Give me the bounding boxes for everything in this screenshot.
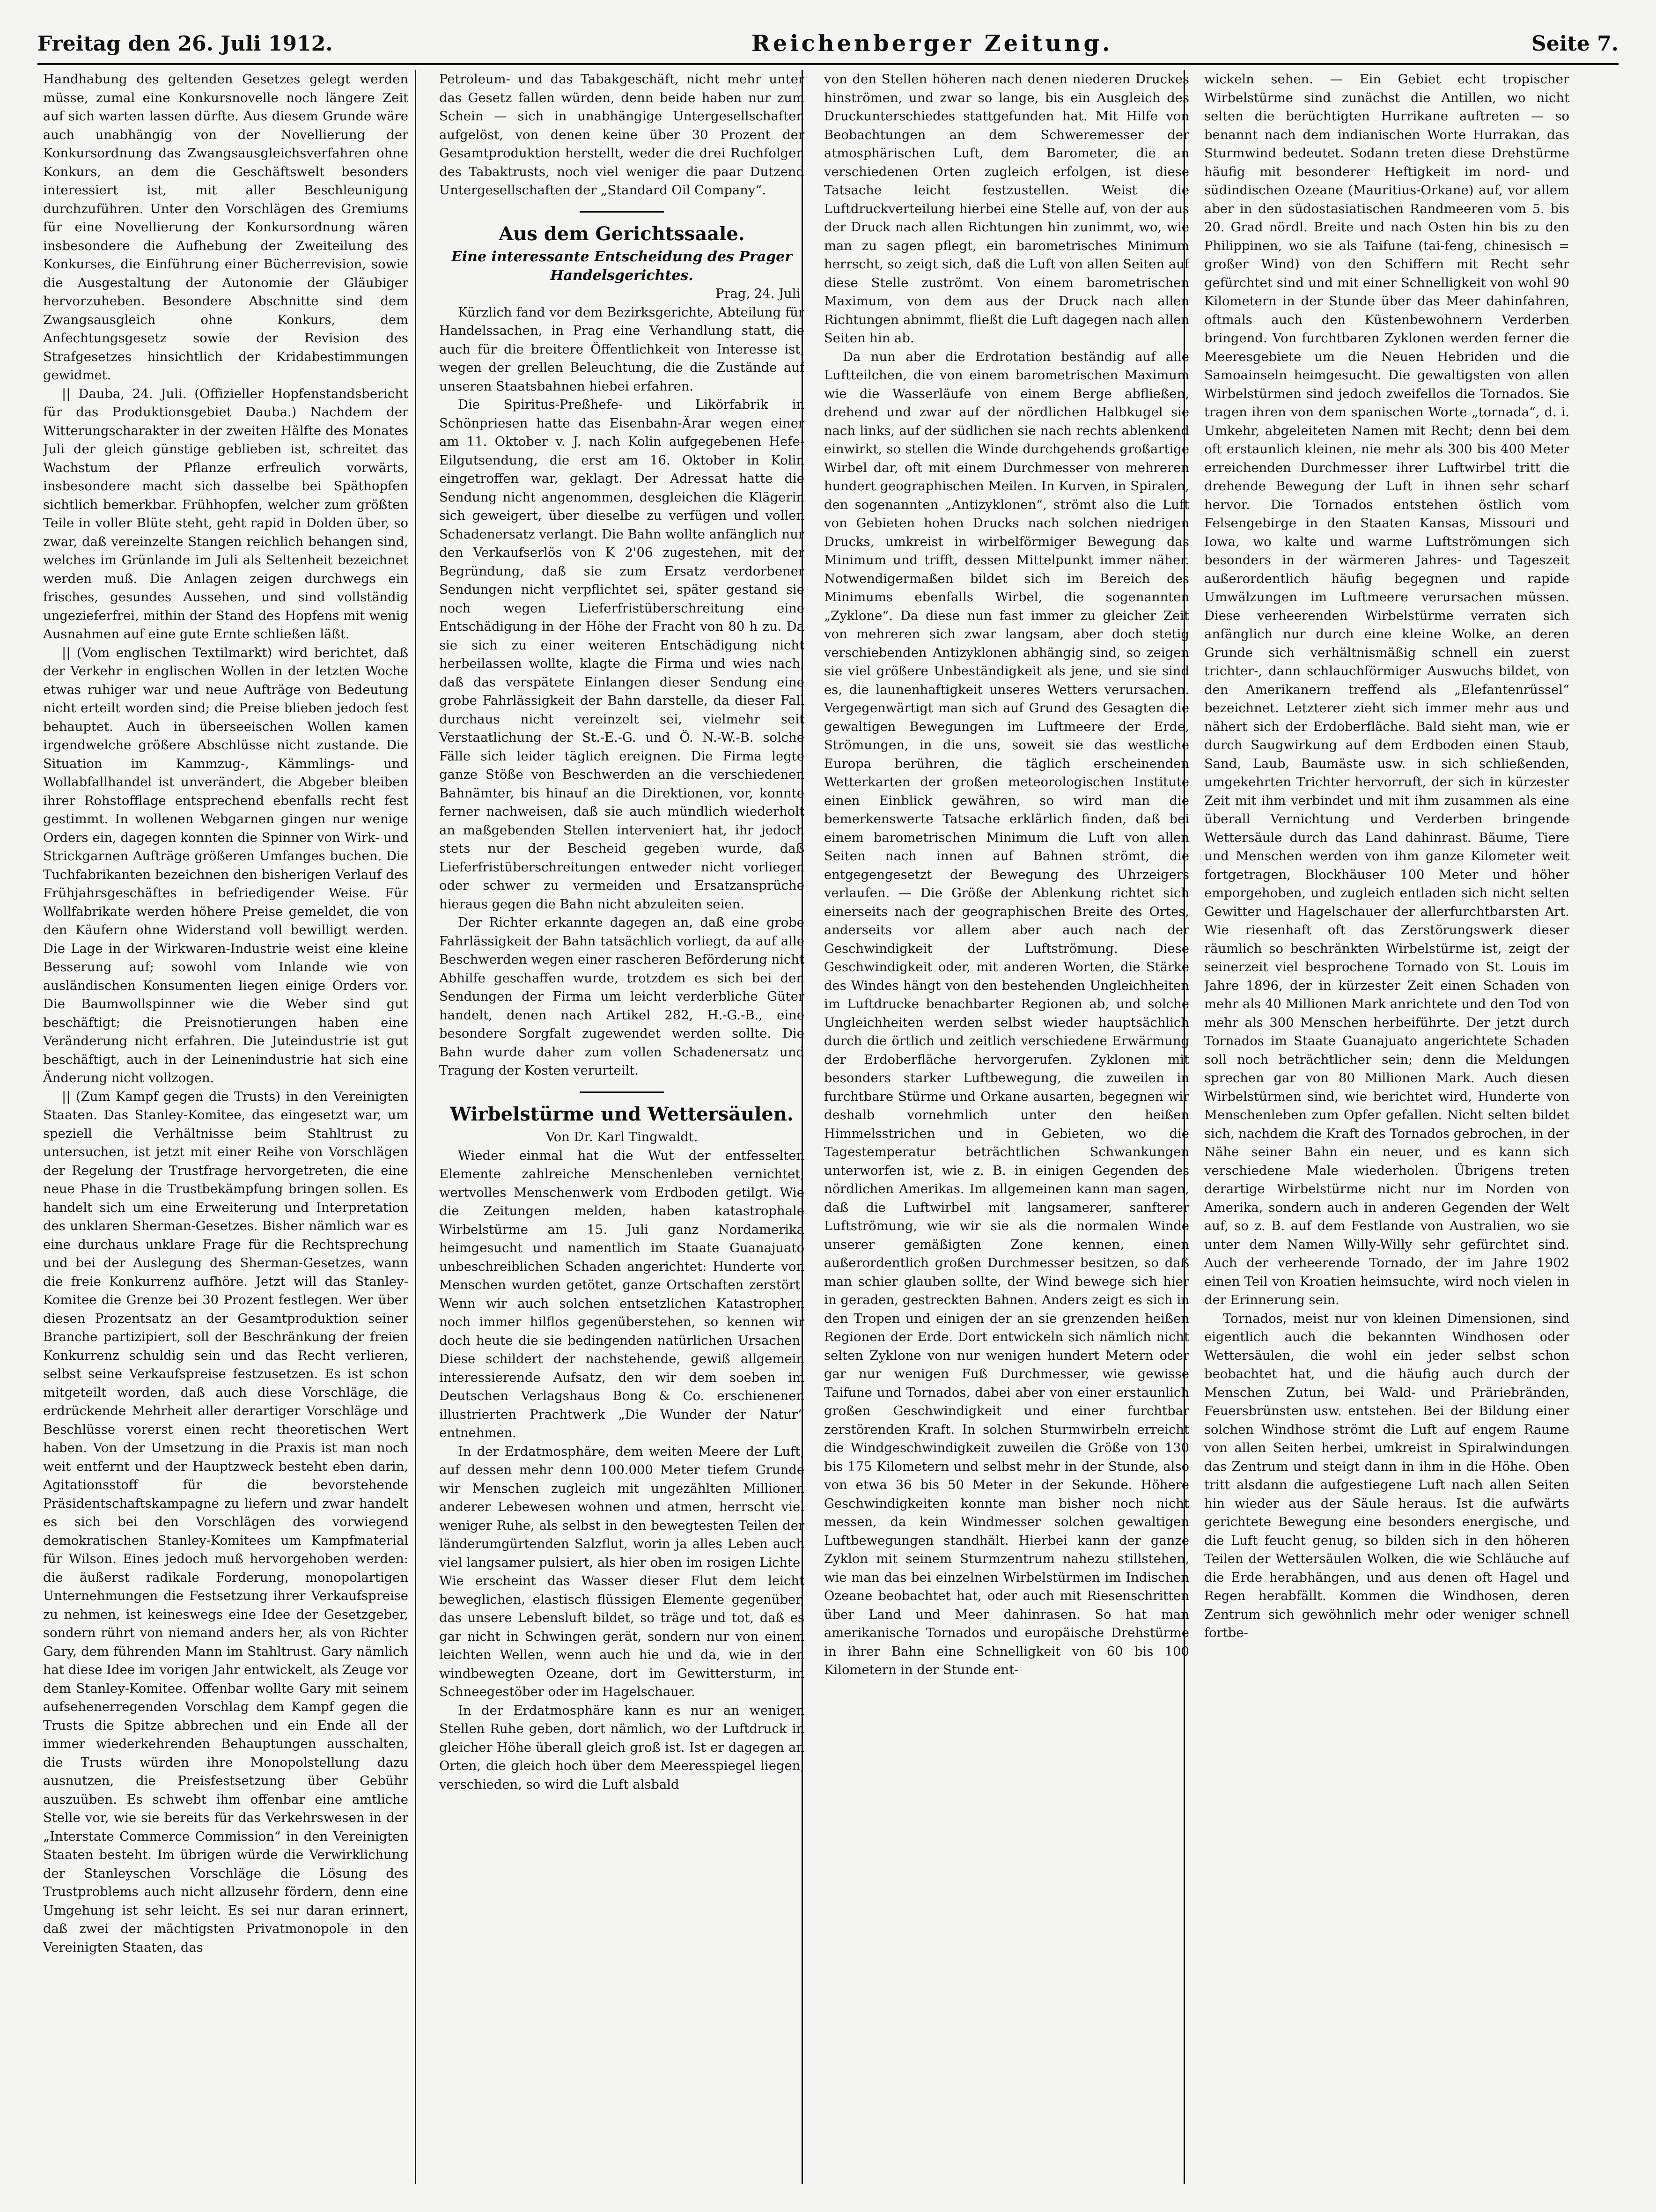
dateline: Prag, 24. Juli. — [715, 287, 804, 301]
article-paragraph: || (Zum Kampf gegen die Trusts) in den Vereinigten Staaten. Das Stanley-Komitee, das eingesetzt war, um speziell die Verhältnisse beim Stahltrust zu untersuchen, ist jetzt mit einer Reihe von Vorschlägen der Regelung der Trustfrage hervorgetreten, die eine neue Phase in die Trustbekämpfung bringen sollen. Es handelt sich um eine Erweiterung und Interpretation des unklaren Sherman-Gesetzes. Bisher nämlich war es eine durchaus unklare Frage für die Rechtsprechung und bei der Auslegung des Sherman-Gesetzes, wann die freie Konkurrenz aufhöre. Jetzt will das Stanley-Komitee die Grenze bei 30 Prozent festlegen. Wer über diesen Prozentsatz an der Gesamtproduktion seiner Branche partizipiert, soll der Beschränkung der freien Konkurrenz schuldig sein und das Recht verlieren, selbst seine Verkaufspreise festzusetzen. Es ist schon mitgeteilt worden, daß auch diese Vorschläge, die erdrückende Mehrheit aller derartiger Vorschläge und Beschlüsse vorerst einen recht theoretischen Wert haben. Von der Umsetzung in die Praxis ist man noch weit entfernt und der Hauptzweck besteht eben darin, Agitationsstoff für die bevorstehende Präsidentschaftskampagne zu liefern und zwar handelt es sich bei den Vorschlägen des vorwiegend demokratischen Stanley-Komitees um Kampfmaterial für Wilson. Eines jedoch muß hervorgehoben werden: die äußerst radikale Forderung, monopolartigen Unternehmungen die Festsetzung ihrer Verkaufspreise zu nehmen, ist keineswegs eine Idee der Gesetzgeber, sondern rührt von niemand anders her, als von Richter Gary, dem führenden Mann im Stahltrust. Gary nämlich hat diese Idee im vorigen Jahr entwickelt, als Zeuge vor dem Stanley-Komitee. Offenbar wollte Gary mit seinem aufsehenerregenden Vorschlag dem Kampf gegen die Trusts die Spitze abbrechen und ein Ende all der immer wiederkehrenden Behauptungen ausschalten, die Trusts würden ihre Monopolstellung dazu ausnutzen, die Preisfestsetzung über Gebühr auszuüben. Es schwebt ihm offenbar eine amtliche Stelle vor, wie sie bereits für das Verkehrswesen in der „Interstate Commerce Commission“ in den Vereinigten Staaten besteht. Im übrigen würde die Verwirklichung der Stanleyschen Vorschläge die Lösung des Trustproblems auch nicht allzusehr fördern, denn eine Umgehung ist sehr leicht. Es sei nur daran erinnert, daß zwei der mächtigsten Privatmonopole in den Vereinigten Staaten, das — [43, 1089, 408, 1955]
page-number: Seite 7. — [1531, 31, 1619, 56]
column-1 — [43, 70, 408, 2184]
article-paragraph: In der Erdatmosphäre, dem weiten Meere der Luft, auf dessen mehr denn 100.000 Meter tiefem Grunde wir Menschen zugleich mit ungezählten Millionen anderer Lebewesen wohnen und atmen, herrscht viel weniger Ruhe, als selbst in den bewegtesten Teilen der länderumgürtenden Salzflut, worin ja alles Leben auch viel langsamer pulsiert, als hier oben im rosigen Lichte. Wie erscheint das Wasser dieser Flut dem leicht beweglichen, elastisch flüssigen Elemente gegenüber, das unsere Lebensluft bildet, so träge und tot, daß es gar nicht in Schwingen gerät, sondern nur von einem leichten Wellen, wenn auch hie und da, wie in den windbewegten Ozeane, dort im Gewittersturm, im Schneegestöber oder im Hagelschauer. — [439, 1444, 804, 1699]
column-2 — [439, 70, 804, 2184]
article-paragraph: Wieder einmal hat die Wut der entfesselten Elemente zahlreiche Menschenleben vernichtet, wertvolles Menschenwerk vom Erdboden getilgt. Wie die Zeitungen melden, haben katastrophale Wirbelstürme am 15. Juli ganz Nordamerika heimgesucht und namentlich im Staate Guanajuato unbeschreiblichen Schaden angerichtet: Hunderte von Menschen wurden getötet, ganze Ortschaften zerstört. Wenn wir auch solchen entsetzlichen Katastrophen noch immer hilflos gegenüberstehen, so kennen wir doch heute die sie bedingenden natürlichen Ursachen. Diese schildert der nachstehende, gewiß allgemein interessierende Aufsatz, den wir dem soeben im Deutschen Verlagshaus Bong & Co. erschienenen illustrierten Prachtwerk „Die Wunder der Natur“ entnehmen. — [439, 1148, 804, 1440]
section-separator — [580, 211, 664, 213]
section-separator — [580, 1091, 664, 1093]
article-paragraph: Der Richter erkannte dagegen an, daß eine grobe Fahrlässigkeit der Bahn tatsächlich vorliegt, da auf alle Beschwerden wegen einer rascheren Beförderung nicht Abhilfe geschaffen wurde, trotzdem es sich bei den Sendungen der Firma um leicht verderbliche Güter handelt, denen nach Artikel 282, H.-G.-B., eine besondere Sorgfalt zugewendet werden sollte. Die Bahn wurde daher zum vollen Schadenersatz und Tragung der Kosten verurteilt. — [439, 915, 804, 1078]
article-paragraph: || (Vom englischen Textilmarkt) wird berichtet, daß der Verkehr in englischen Wollen in der letzten Woche etwas ruhiger war und neue Aufträge von Bedeutung nicht erteilt worden sind; die Preise blieben jedoch fest behauptet. Auch in überseeischen Wollen kamen irgendwelche größere Abschlüsse nicht zustande. Die Situation im Kammzug-, Kämmlings- und Wollabfallhandel ist unverändert, die Abgeber bleiben ihrer Rohstofflage entsprechend ebenfalls recht fest gestimmt. In wollenen Webgarnen gingen nur wenige Orders ein, dagegen konnten die Spinner von Wirk- und Strickgarnen Aufträge größeren Umfanges buchen. Die Tuchfabrikanten bezeichnen den bisherigen Verlauf des Frühjahrsgeschäftes in befriedigender Weise. Für Wollfabrikate werden höhere Preise gemeldet, die von den Käufern ohne Widerstand voll bewilligt werden. Die Lage in der Wirkwaren-Industrie weist eine kleine Besserung auf; sowohl vom Inlande wie von ausländischen Konsumenten liegen einige Orders vor. Die Baumwollspinner wie die Weber sind gut beschäftigt; die Preisnotierungen haben eine Veränderung nicht erfahren. Die Juteindustrie ist gut beschäftigt, auch in der Leinenindustrie hat sich eine Änderung nicht vollzogen. — [43, 645, 408, 1085]
article-paragraph: Tornados, meist nur von kleinen Dimensionen, sind eigentlich auch die bekannten Windhosen oder Wettersäulen, die wohl ein jeder selbst schon beobachtet hat, und die häufig auch durch der Menschen Zutun, bei Wald- und Präriebränden, Feuersbrünsten usw. entstehen. Bei der Bildung einer solchen Windhose strömt die Luft auf engem Raume von allen Seiten herbei, umkreist in Spiralwindungen das Zentrum und steigt dann in ihm in die Höhe. Oben tritt alsdann die aufgestiegene Luft nach allen Seiten hin wieder aus der Säule heraus. Ist die aufwärts gerichtete Bewegung eine besonders energische, und die Luft feucht genug, so bilden sich in den höheren Teilen der Wettersäulen Wolken, die wie Schläuche auf die Erde herabhängen, und aus denen oft Hagel und Regen herabfällt. Kommen die Windhosen, deren Zentrum sich gewöhnlich mehr oder weniger schnell fortbe- — [1204, 1311, 1569, 1640]
column-divider — [415, 70, 416, 2184]
article-title: Wirbelstürme und Wettersäulen. — [450, 1103, 794, 1125]
article-paragraph: || Dauba, 24. Juli. (Offizieller Hopfenstandsbericht für das Produktionsgebiet Dauba.) Nachdem der Witterungscharakter in der zweiten Hälfte des Monates Juli der gleich günstige geblieben ist, schreitet das Wachstum der Pflanze erfreulich vorwärts, insbesondere macht sich dasselbe bei Späthopfen sichtlich bemerkbar. Frühhopfen, welcher zum größten Teile in voller Blüte steht, geht rapid in Dolden über, so zwar, daß vereinzelte Stangen reichlich behangen sind, welches im Grünlande im Juli als Seltenheit bezeichnet werden muß. Die Anlagen zeigen durchwegs ein frisches, gesundes Aussehen, und sind vollständig ungezieferfrei, mithin der Stand des Hopfens mit wenig Ausnahmen auf eine gute Ernte schließen läßt. — [43, 386, 408, 641]
byline: Von Dr. Karl Tingwaldt. — [545, 1130, 698, 1144]
article-paragraph: Kürzlich fand vor dem Bezirksgerichte, Abteilung für Handelssachen, in Prag eine Verhandlung statt, die auch für die breitere Öffentlichkeit von Interesse ist, wegen der grellen Beleuchtung, die die Zustände auf unseren Staatsbahnen hiebei erfahren. — [439, 305, 804, 394]
column-4 — [1204, 70, 1569, 2184]
page-header — [37, 27, 1619, 60]
article-paragraph: von den Stellen höheren nach denen niederen Druckes hinströmen, und zwar so lange, bis ein Ausgleich des Druckunterschiedes stattgefunden hat. Mit Hilfe von Beobachtungen an dem Schweremesser der atmosphärischen Luft, dem Barometer, die an verschiedenen Orten zugleich erfolgen, ist diese Tatsache leicht festzustellen. Weist die Luftdruckverteilung hierbei eine Stelle auf, von der aus der Druck nach allen Richtungen hin zunimmt, wo, wie man zu sagen pflegt, ein barometrisches Minimum herrscht, so zeigt sich, daß die Luft von allen Seiten auf diese Stelle zuströmt. Von einem barometrischen Maximum, von dem aus der Druck nach allen Richtungen abnimmt, fließt die Luft dagegen nach allen Seiten hin ab. — [824, 72, 1189, 346]
article-subtitle: Eine interessante Entscheidung des Prager Handelsgerichtes. — [451, 249, 793, 284]
column-3 — [824, 70, 1189, 2184]
section-heading: Aus dem Gerichtssaale. — [499, 222, 745, 245]
article-paragraph: wickeln sehen. — Ein Gebiet echt tropischer Wirbelstürme sind zunächst die Antillen, wo nicht selten die berüchtigten Hurrikane auftreten — so benannt nach dem indianischen Worte Hurrakan, das Sturmwind bedeutet. Sodann treten diese Drehstürme häufig mit besonderer Heftigkeit im nord- und südindischen Ozeane (Mauritius-Orkane) auf, vor allem aber in den südostasiatischen Randmeeren vom 5. bis 20. Grad nördl. Breite und nach Osten hin bis zu den Philippinen, wo sie als Taifune (tai-feng, chinesisch = großer Wind) von den Schiffern mit Recht sehr gefürchtet sind und mit einer Schnelligkeit von wohl 90 Kilometern in der Stunde über das Meer dahinfahren, oftmals auch den Küstenbewohnern Verderben bringend. Von furchtbaren Zyklonen werden ferner die Meeresgebiete um die Neuen Hebriden und die Samoainseln heimgesucht. Die gewaltigsten von allen Wirbelstürmen sind jedoch zweifellos die Tornados. Sie tragen ihren von dem spanischen Worte „tornada“, d. i. Umkehr, abgeleiteten Namen mit Recht; denn bei dem oft erstaunlich kleinen, nie mehr als 300 bis 400 Meter erreichenden Durchmesser ihrer Luftwirbel tritt die drehende Bewegung der Luft in ihnen sehr scharf hervor. Die Tornados entstehen östlich vom Felsengebirge in den Staaten Kansas, Missouri und Iowa, wo kalte und warme Luftströmungen sich besonders in der wärmeren Jahres- und Tageszeit außerordentlich häufig begegnen und rapide Umwälzungen im Luftmeere verursachen müssen. Diese verheerenden Wirbelstürme verraten sich anfänglich nur durch eine kleine Wolke, an deren Grunde sich verhältnismäßig schnell ein zuerst trichter-, dann schlauchförmiger Auswuchs bildet, von den Amerikanern treffend als „Elefantenrüssel“ bezeichnet. Letzterer zieht sich immer mehr aus und nähert sich der Erdoberfläche. Bald sieht man, wie er durch Saugwirkung auf dem Erdboden einen Staub, Sand, Laub, Baumäste usw. in sich schließenden, umgekehrten Trichter hervorruft, der sich in kürzester Zeit mit ihm verbindet und mit ihm zusammen als eine überall Vernichtung und Verderben bringende Wettersäule durch das Land dahinrast. Bäume, Tiere und Menschen werden von ihm ganze Kilometer weit fortgetragen, Blockhäuser 100 Meter und höher emporgehoben, und zugleich entladen sich nicht selten Gewitter und Hagelschauer der allerfurchtbarsten Art. Wie riesenhaft oft das Zerstörungswerk dieser räumlich so beschränkten Wirbelstürme ist, zeigt der seinerzeit viel besprochene Tornado von St. Louis im Jahre 1896, der in kürzester Zeit einen Schaden von mehr als 40 Millionen Mark anrichtete und den Tod von mehr als 300 Menschen herbeiführte. Der jetzt durch Tornados im Staate Guanajuato angerichtete Schaden soll noch beträchtlicher sein; denn die Meldungen sprechen gar von 80 Millionen Mark. Auch diesen Wirbelstürmen sind, wie berichtet wird, Hunderte von Menschenleben zum Opfer gefallen. Nicht selten bildet sich, nachdem die Kraft des Tornados gebrochen, in der Nähe seiner Bahn ein neuer, und es kann sich verschiedene Male wiederholen. Übrigens treten derartige Wirbelstürme nicht nur im Norden von Amerika, sondern auch in anderen Gegenden der Welt auf, so z. B. auf dem Festlande von Australien, wo sie unter dem Namen Willy-Willy sehr gefürchtet sind. Auch der verheerende Tornado, der im Jahre 1902 einen Teil von Kroatien heimsuchte, wird noch vielen in der Erinnerung sein. — [1204, 72, 1569, 1307]
header-date: Freitag den 26. Juli 1912. — [37, 31, 333, 56]
article-paragraph: Handhabung des geltenden Gesetzes gelegt werden müsse, zumal eine Konkursnovelle noch längere Zeit auf sich warten lassen dürfte. Aus diesem Grunde wäre auch unabhängig von der Novellierung der Konkursordnung das Zwangsausgleichsverfahren ohne Konkurs, an dem die Geschäftswelt besonders interessiert ist, mit aller Beschleunigung durchzuführen. Unter den Vorschlägen des Gremiums für eine Novellierung der Konkursordnung wären insbesondere die Aufhebung der Zweiteilung des Konkurses, die Einführung einer Bücherrevision, sowie die Ausgestaltung der Autonomie der Gläubiger hervorzuheben. Besondere Abschnitte sind dem Zwangsausgleich ohne Konkurs, dem Anfechtungsgesetz sowie der Revision des Strafgesetzes hinsichtlich der Kridabestimmungen gewidmet. — [43, 72, 408, 383]
article-paragraph: Da nun aber die Erdrotation beständig auf alle Luftteilchen, die von einem barometrischen Maximum wie die Wasserläufe von einem Berge abfließen, drehend und zwar auf der nördlichen Halbkugel sie nach links, auf der südlichen sie nach rechts ablenkend einwirkt, so stellen die Winde durchgehends großartige Wirbel dar, oft mit einem Durchmesser von mehreren hundert geographischen Meilen. In Kurven, in Spiralen, den sogenannten „Antizyklonen“, strömt also die Luft von Gebieten hohen Drucks nach solchen niedrigen Drucks, umkreist in wirbelförmiger Bewegung das Minimum und trifft, dessen Mittelpunkt immer näher. Notwendigermaßen bildet sich im Bereich des Minimums ebenfalls Wirbel, die sogenannten „Zyklone“. Da diese nun fast immer zu gleicher Zeit von mehreren sich zwar langsam, aber doch stetig verschiebenden Antizyklonen abhängig sind, so zeigen sie viel größere Unbeständigkeit als jene, und sie sind es, die launenhaftigkeit unseres Wetters verursachen. Vergegenwärtigt man sich auf Grund des Gesagten die gewaltigen Bewegungen im Luftmeere der Erde, Strömungen, in die uns, soweit sie das westliche Europa berühren, die täglich erscheinenden Wetterkarten der großen meteorologischen Institute einen Einblick gewähren, so wird man die bemerkenswerte Tatsache erklärlich finden, daß bei einem barometrischen Minimum die Luft von allen Seiten nach innen auf Bahnen strömt, die entgegengesetzt der Bewegung des Uhrzeigers verlaufen. — Die Größe der Ablenkung richtet sich einerseits nach der geographischen Breite des Ortes, anderseits vor allem aber auch nach der Geschwindigkeit der Luftströmung. Diese Geschwindigkeit oder, mit anderen Worten, die Stärke des Windes hängt von den bestehenden Ungleichheiten im Luftdrucke benachbarter Regionen ab, und solche Ungleichheiten werden selbst wieder hauptsächlich durch die örtlich und zeitlich verschiedene Erwärmung der Erdoberfläche hervorgerufen. Zyklonen mit besonders starker Luftbewegung, die zuweilen in furchtbare Stürme und Orkane ausarten, begegnen wir deshalb vornehmlich unter den heißen Himmelsstrichen und in Gebieten, wo die Tagestemperatur beträchtlichen Schwankungen unterworfen ist, wie z. B. in einigen Gegenden des nördlichen Amerikas. Im allgemeinen kann man sagen, daß die Luftwirbel mit langsamerer, sanfterer Luftströmung, wie wir sie als die normalen Winde unserer gemäßigten Zone kennen, einen außerordentlich großen Durchmesser besitzen, so daß man schier glauben sollte, der Wind bewege sich hier in geraden, gestreckten Bahnen. Anders zeigt es sich in den Tropen und einigen der an sie grenzenden heißen Regionen der Erde. Dort entwickeln sich nämlich nicht selten Zyklone von nur wenigen hundert Metern oder gar nur wenigen Fuß Durchmesser, wie gewisse Taifune und Tornados, dabei aber von einer erstaunlich großen Geschwindigkeit und einer furchtbar zerstörenden Kraft. In solchen Sturmwirbeln erreicht die Windgeschwindigkeit zuweilen die Größe von 130 bis 175 Kilometern und selbst mehr in der Stunde, also von etwa 36 bis 50 Meter in der Sekunde. Höhere Geschwindigkeiten konnte man bisher noch nicht messen, da kein Windmesser solchen gewaltigen Luftbewegungen standhält. Hierbei kann der ganze Zyklon mit seinem Sturmzentrum nahezu stillstehen, wie man das bei einzelnen Wirbelstürmen im Indischen Ozeane beobachtet hat, oder auch mit Riesenschritten über Land und Meer dahinrasen. So hat man amerikanische Tornados und europäische Drehstürme in ihrer Bahn eine Schnelligkeit von 60 bis 100 Kilometern in der Stunde ent- — [824, 349, 1189, 1677]
article-paragraph: Die Spiritus-Preßhefe- und Likörfabrik in Schönpriesen hatte das Eisenbahn-Ärar wegen einer am 11. Oktober v. J. nach Kolin aufgegebenen Hefe-Eilgutsendung, die erst am 16. Oktober in Kolin eingetroffen war, geklagt. Der Adressat hatte die Sendung nicht angenommen, desgleichen die Klägerin sich geweigert, über dieselbe zu verfügen und vollen Schadenersatz verlangt. Die Bahn wollte anfänglich nur den Verkaufserlös von K 2'06 zugestehen, mit der Begründung, daß sie zum Ersatz verdorbener Sendungen nicht verpflichtet sei, später gestand sie noch wegen Lieferfristüberschreitung eine Entschädigung in der Höhe der Fracht von 80 h zu. Da sie sich zu einer weiteren Entschädigung nicht herbeilassen wollte, klagte die Firma und wies nach, daß das verspätete Einlangen dieser Sendung eine grobe Fahrlässigkeit der Bahn darstelle, da dieser Fall durchaus nicht vereinzelt sei, vielmehr seit Verstaatlichung der St.-E.-G. und Ö. N.-W.-B. solche Fälle sich leider täglich ereignen. Die Firma legte ganze Stöße von Beschwerden an die verschiedenen Bahnämter, bis hinauf an die Direktionen, vor, konnte ferner nachweisen, daß sie auch mündlich wiederholt an maßgebenden Stellen interveniert hat, ihr jedoch stets nur der Bescheid gegeben wurde, daß Lieferfristüberschreitungen entweder nicht vorliegen oder schwer zu vermeiden und Ersatzansprüche hieraus gegen die Bahn nicht abzuleiten seien. — [439, 398, 804, 912]
newspaper-title: Reichenberger Zeitung. — [751, 30, 1113, 57]
article-paragraph: In der Erdatmosphäre kann es nur an wenigen Stellen Ruhe geben, dort nämlich, wo der Luftdruck in gleicher Höhe überall gleich groß ist. Ist er dagegen an Orten, die gleich hoch über dem Meeresspiegel liegen, verschieden, so wird die Luft alsbald — [439, 1703, 804, 1792]
article-paragraph: Petroleum- und das Tabakgeschäft, nicht mehr unter das Gesetz fallen würden, denn beide haben nur zum Schein — sich in unabhängige Untergesellschaften aufgelöst, von denen keine über 30 Prozent der Gesamtproduktion herstellt, weder die drei Ruchfolgen des Tabaktrusts, noch viel weniger die paar Dutzend Untergesellschaften der „Standard Oil Company“. — [439, 72, 804, 198]
header-rule — [37, 63, 1619, 65]
